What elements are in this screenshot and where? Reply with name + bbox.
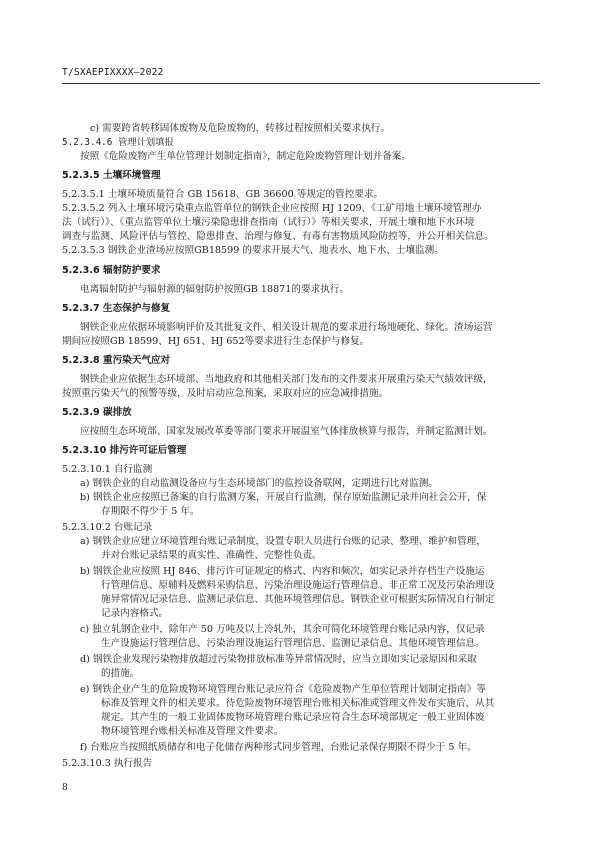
- monitoring-item-a: a) 钢铁企业的自动监测设备应与生态环境部门的监控设备联网，定期进行比对监测。: [80, 478, 438, 489]
- ledger-item-a-line2: 并对台账记录结果的真实性、准确性、完整性负责。: [101, 550, 322, 561]
- clause-5-2-3-10-1-heading: 5.2.3.10.1 自行监测: [62, 464, 153, 475]
- ledger-item-c-line1: c) 独立轧钢企业中，除年产 50 万吨及以上冷轧外，其余可简化环境管理台账记录内容，仅记录: [80, 624, 485, 635]
- section-5-2-3-9-text: 应按照生态环境部、国家发展改革委等部门要求开展温室气体排放核算与报告，并制定监测计划。: [80, 426, 493, 437]
- section-5-2-3-8-text-line1: 钢铁企业应依据生态环境部、当地政府和其他相关部门发布的文件要求开展重污染天气绩效评级，: [80, 374, 493, 385]
- clause-5-2-3-4-6-heading: 5.2.3.4.6 管理计划填报: [62, 137, 174, 148]
- page-number: 8: [62, 783, 68, 793]
- section-5-2-3-8-heading: 5.2.3.8 重污染天气应对: [62, 355, 171, 366]
- section-5-2-3-7-text-line1: 钢铁企业应依据环境影响评价及其批复文件、相关设计规范的要求进行场地硬化、绿化。渣场运营: [80, 322, 493, 333]
- clause-5-2-3-5-1: 5.2.3.5.1 土壤环境质量符合 GB 15618、GB 36600 等规定的管控要求。: [62, 189, 384, 200]
- clause-5-2-3-5-3: 5.2.3.5.3 钢铁企业渣场应按照GB18599 的要求开展大气、地表水、地下水、土壤监测。: [62, 245, 444, 256]
- ledger-item-b-line4: 记录内容格式。: [101, 608, 169, 619]
- ledger-item-b-line1: b) 钢铁企业应按照 HJ 846、排污许可证规定的格式、内容和频次，如实记录并存档生产设施运: [80, 566, 485, 577]
- clause-5-2-3-5-2-line3: 调查与监测、风险评估与管控、隐患排查、治理与修复、有毒有害物质风险防控等，并公开相关信息。: [62, 231, 494, 242]
- ledger-item-d-line2: 的措施。: [101, 668, 140, 679]
- header-divider: [62, 83, 540, 84]
- ledger-item-b-line2: 行管理信息、原辅料及燃料采购信息、污染治理设施运行管理信息、非正常工况及污染治理设: [101, 580, 495, 591]
- ledger-item-e-line4: 物环境管理台账相关标准及管理文件要求。: [101, 726, 284, 737]
- document-code-header: T/SXAEPIXXXX—2022: [62, 67, 164, 78]
- section-5-2-3-7-heading: 5.2.3.7 生态保护与修复: [62, 303, 171, 314]
- ledger-item-d-line1: d) 钢铁企业发现污染物排放超过污染物排放标准等异常情况时，应当立即如实记录原因和采取: [80, 654, 477, 665]
- clause-5-2-3-5-2-line2: 法（试行）》、《重点监管单位土壤污染隐患排查指南（试行）》等相关要求，开展土壤和地下水环境: [62, 217, 475, 228]
- list-item-c-transfer: c) 需要跨省转移固体废物及危险废物的，转移过程按照相关要求执行。: [90, 123, 390, 134]
- section-5-2-3-5-heading: 5.2.3.5 土壤环境管理: [62, 170, 161, 181]
- section-5-2-3-9-heading: 5.2.3.9 碳排放: [62, 407, 132, 418]
- ledger-item-a-line1: a) 钢铁企业应建立环境管理台账记录制度，设置专职人员进行台账的记录、整理、维护和管理，: [80, 536, 486, 547]
- ledger-item-e-line3: 规定。其产生的一般工业固体废物环境管理台账记录应符合生态环境部规定一般工业固体废: [101, 712, 485, 723]
- section-5-2-3-7-text-line2: 期间应按照GB 18599、HJ 651、HJ 652等要求进行生态保护与修复。: [62, 336, 370, 347]
- clause-5-2-3-4-6-text: 按照《危险废物产生单位管理计划制定指南》，制定危险废物管理计划并备案。: [80, 151, 411, 162]
- ledger-item-f: f) 台账应当按照纸质储存和电子化储存两种形式同步管理，台账记录保存期限不得少于 5 年。: [80, 742, 477, 753]
- section-5-2-3-6-heading: 5.2.3.6 辐射防护要求: [62, 265, 161, 276]
- ledger-item-e-line2: 标准及管理文件的相关要求。待危险废物环境管理台账相关标准或管理文件发布实施后，从其: [101, 698, 495, 709]
- ledger-item-b-line3: 施异常情况记录信息、监测记录信息、其他环境管理信息。钢铁企业可根据实际情况自行制定: [101, 594, 495, 605]
- ledger-item-e-line1: e) 钢铁企业产生的危险废物环境管理台账记录应符合《危险废物产生单位管理计划制定指南》等: [80, 684, 486, 695]
- monitoring-item-b-line2: 存期限不得少于 5 年。: [101, 506, 200, 517]
- section-5-2-3-6-text: 电离辐射防护与辐射源的辐射防护按照GB 18871的要求执行。: [80, 284, 349, 295]
- section-5-2-3-10-heading: 5.2.3.10 排污许可证后管理: [62, 445, 187, 456]
- ledger-item-c-line2: 生产设施运行管理信息、污染治理设施运行管理信息、监测记录信息、其他环境管理信息。: [101, 638, 485, 649]
- clause-5-2-3-10-2-heading: 5.2.3.10.2 台账记录: [62, 522, 153, 533]
- monitoring-item-b-line1: b) 钢铁企业应按照已备案的自行监测方案，开展自行监测，保存原始监测记录并向社会公开，保: [80, 492, 487, 503]
- clause-5-2-3-5-2-line1: 5.2.3.5.2 列入土壤环境污染重点监管单位的钢铁企业应按照 HJ 1209、《工矿用地土壤环境管理办: [62, 203, 482, 214]
- clause-5-2-3-10-3-heading: 5.2.3.10.3 执行报告: [62, 758, 153, 769]
- section-5-2-3-8-text-line2: 按照重污染天气的预警等级，及时启动应急预案，采取对应的应急减排措施。: [62, 388, 389, 399]
